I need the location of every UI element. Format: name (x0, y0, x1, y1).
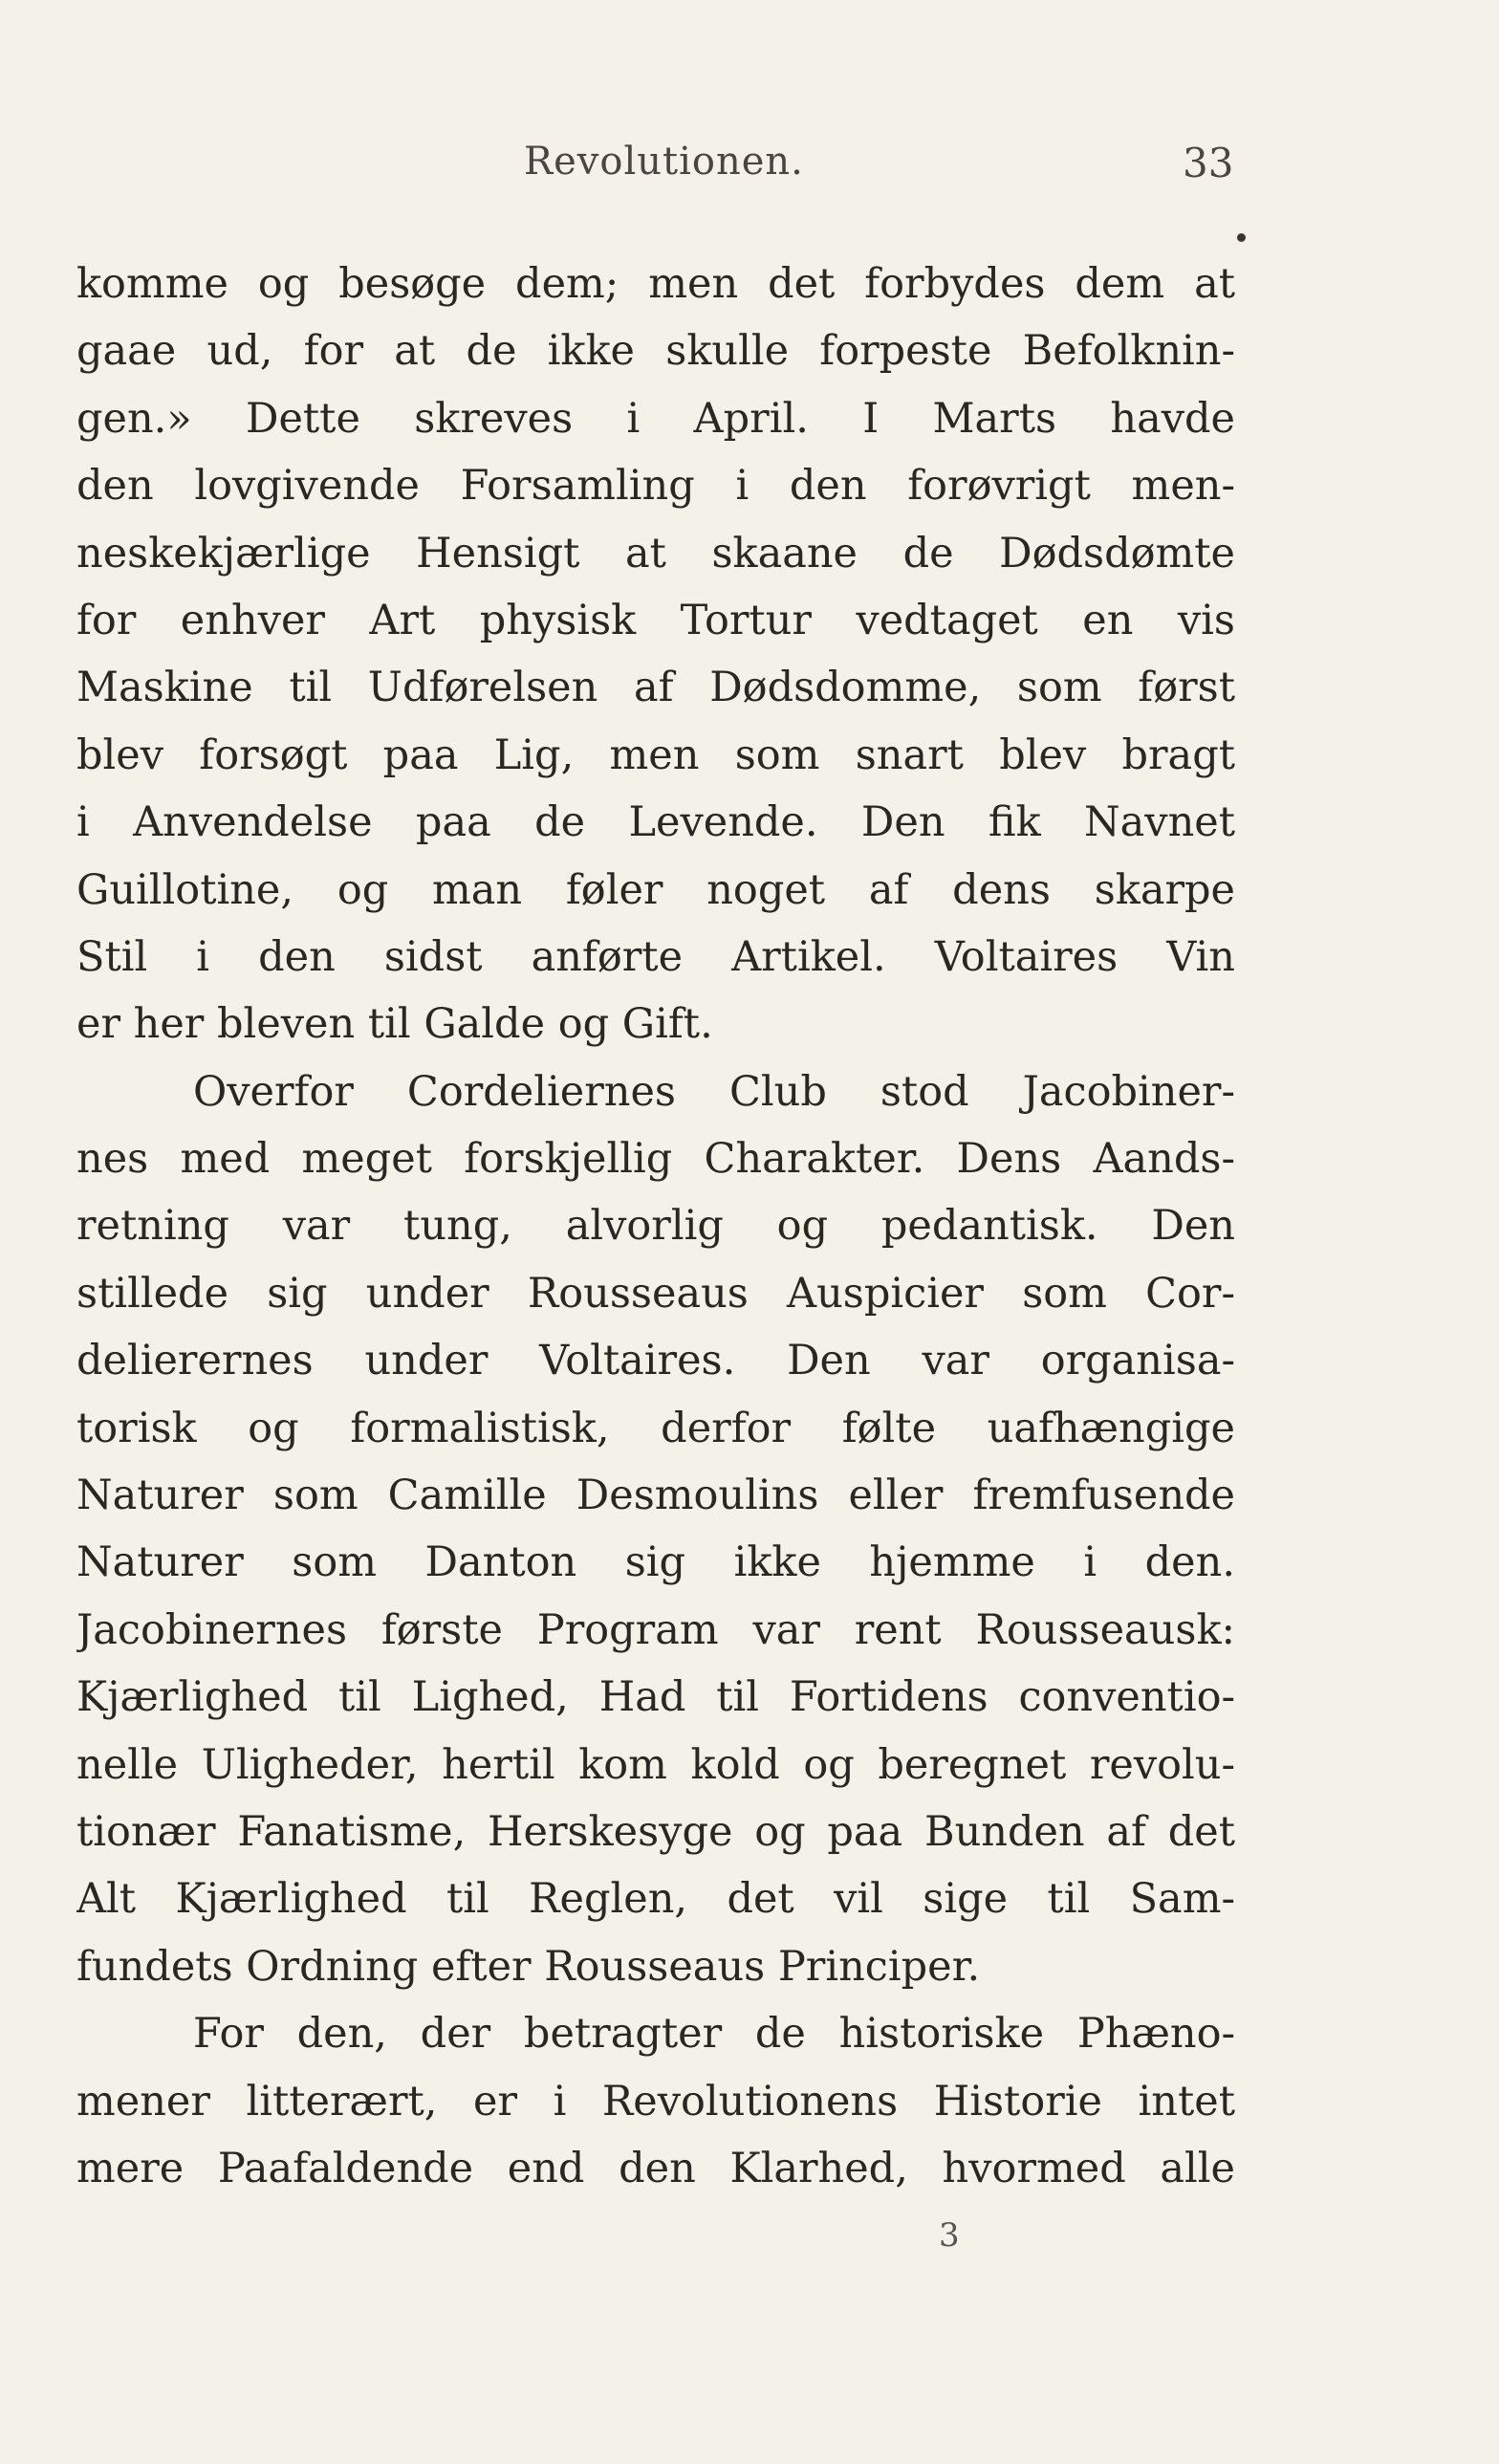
paragraph-start-line: Overfor Cordeliernes Club stod Jacobiner- (193, 1067, 1235, 1116)
text-line: Guillotine, og man føler noget af dens skarpe (76, 865, 1235, 914)
running-head (0, 140, 1499, 187)
text-line: delierernes under Voltaires. Den var organisa- (76, 1337, 1235, 1385)
ink-speck (1237, 233, 1246, 242)
text-line: komme og besøge dem; men det forbydes dem at (76, 260, 1235, 308)
signature-mark: 3 (939, 2216, 960, 2255)
text-line: Naturer som Danton sig ikke hjemme i den. (76, 1538, 1235, 1587)
text-line: gaae ud, for at de ikke skulle forpeste Befolknin- (76, 327, 1235, 376)
text-line: neskekjærlige Hensigt at skaane de Dødsdømte (76, 529, 1235, 578)
text-line: Stil i den sidst anførte Artikel. Voltaires Vin (76, 932, 1235, 981)
body-text (76, 251, 1235, 2202)
text-line: tionær Fanatisme, Herskesyge og paa Bunden af det (76, 1807, 1235, 1856)
text-line: mener litterært, er i Revolutionens Historie intet (76, 2077, 1235, 2126)
text-line: stillede sig under Rousseaus Auspicier som Cor- (76, 1269, 1235, 1318)
running-title: Revolutionen. (524, 140, 804, 184)
text-line: nes med meget forskjellig Charakter. Dens Aands- (76, 1135, 1235, 1184)
paragraph-start-line: For den, der betragter de historiske Phæno- (193, 2010, 1235, 2059)
text-line: Kjærlighed til Lighed, Had til Fortidens conventio- (76, 1673, 1235, 1722)
page-number: 33 (1183, 140, 1234, 186)
text-line: Alt Kjærlighed til Reglen, det vil sige til Sam- (76, 1875, 1235, 1924)
text-line: retning var tung, alvorlig og pedantisk. Den (76, 1202, 1235, 1251)
text-line: Maskine til Udførelsen af Dødsdomme, som først (76, 664, 1235, 712)
text-line: Naturer som Camille Desmoulins eller fremfusende (76, 1472, 1235, 1520)
text-line: gen.» Dette skreves i April. I Marts havde (76, 394, 1235, 443)
text-line: i Anvendelse paa de Levende. Den fik Navnet (76, 798, 1235, 847)
text-line: nelle Uligheder, hertil kom kold og beregnet revolu- (76, 1740, 1235, 1789)
paragraph-end-line: er her bleven til Galde og Gift. (76, 1000, 713, 1049)
text-line: Jacobinernes første Program var rent Rousseausk: (76, 1605, 1235, 1654)
paragraph-end-line: fundets Ordning efter Rousseaus Principer. (76, 1942, 981, 1991)
text-line: for enhver Art physisk Tortur vedtaget en vis (76, 596, 1235, 644)
text-line: mere Paafaldende end den Klarhed, hvormed alle (76, 2144, 1235, 2192)
text-line: blev forsøgt paa Lig, men som snart blev bragt (76, 730, 1235, 779)
text-line: den lovgivende Forsamling i den forøvrigt men- (76, 462, 1235, 511)
text-line: torisk og formalistisk, derfor følte uafhængige (76, 1404, 1235, 1452)
